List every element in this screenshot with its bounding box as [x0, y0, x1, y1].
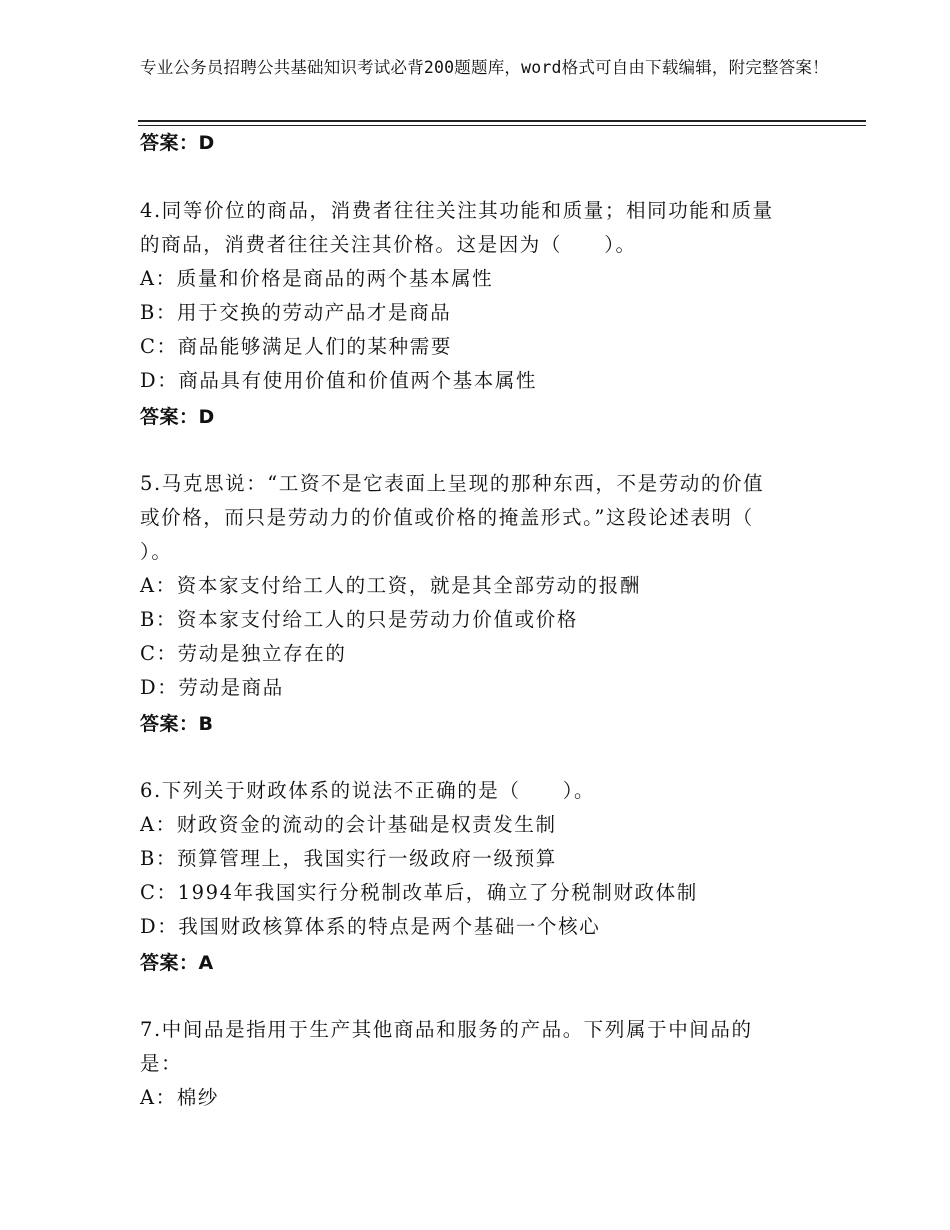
answer-value: A [198, 952, 214, 974]
question-4-option-d: D：商品具有使用价值和价值两个基本属性 [140, 369, 538, 392]
header-rule-thin [138, 125, 866, 126]
page-header: 专业公务员招聘公共基础知识考试必背200题题库，word格式可自由下载编辑，附完整答案！ [140, 58, 829, 77]
header-rule-thick [138, 120, 866, 122]
question-6-option-d: D：我国财政核算体系的特点是两个基础一个核心 [140, 915, 601, 938]
question-4-option-a: A：质量和价格是商品的两个基本属性 [140, 267, 494, 290]
question-4-stem-line-1: 4.同等价位的商品，消费者往往关注其功能和质量；相同功能和质量 [140, 199, 774, 222]
answer-value: B [198, 713, 214, 735]
question-4-option-b: B：用于交换的劳动产品才是商品 [140, 301, 452, 324]
answer-value: D [198, 406, 215, 428]
question-5-option-a: A：资本家支付给工人的工资，就是其全部劳动的报酬 [140, 574, 641, 597]
question-5-option-d: D：劳动是商品 [140, 676, 284, 699]
question-5-stem-line-3: ）。 [140, 540, 173, 563]
question-4-stem-line-2: 的商品，消费者往往关注其价格。这是因为（ ）。 [140, 233, 637, 256]
question-7-stem-line-2: 是： [140, 1052, 183, 1075]
question-5-option-c: C：劳动是独立存在的 [140, 642, 347, 665]
answer-q5 [140, 711, 214, 737]
question-6-stem-line-1: 6.下列关于财政体系的说法不正确的是（ ）。 [140, 779, 596, 802]
question-6-option-b: B：预算管理上，我国实行一级政府一级预算 [140, 847, 557, 870]
answer-q3 [140, 130, 215, 156]
question-5-stem-line-2: 或价格，而只是劳动力的价值或价格的掩盖形式。”这段论述表明（ [140, 506, 754, 529]
question-7-stem-line-1: 7.中间品是指用于生产其他商品和服务的产品。下列属于中间品的 [140, 1018, 753, 1041]
question-6-option-a: A：财政资金的流动的会计基础是权责发生制 [140, 813, 557, 836]
answer-value: D [198, 132, 215, 154]
answer-label: 答案： [140, 406, 199, 428]
question-7-option-a: A：棉纱 [140, 1086, 219, 1109]
question-5-stem-line-1: 5.马克思说：“工资不是它表面上呈现的那种东西，不是劳动的价值 [140, 472, 765, 495]
question-5-option-b: B：资本家支付给工人的只是劳动力价值或价格 [140, 608, 578, 631]
answer-q4 [140, 404, 215, 430]
answer-label: 答案： [140, 713, 199, 735]
answer-q6 [140, 950, 214, 976]
question-6-option-c: C：1994年我国实行分税制改革后，确立了分税制财政体制 [140, 881, 698, 904]
answer-label: 答案： [140, 952, 199, 974]
answer-label: 答案： [140, 132, 199, 154]
question-4-option-c: C：商品能够满足人们的某种需要 [140, 335, 452, 358]
